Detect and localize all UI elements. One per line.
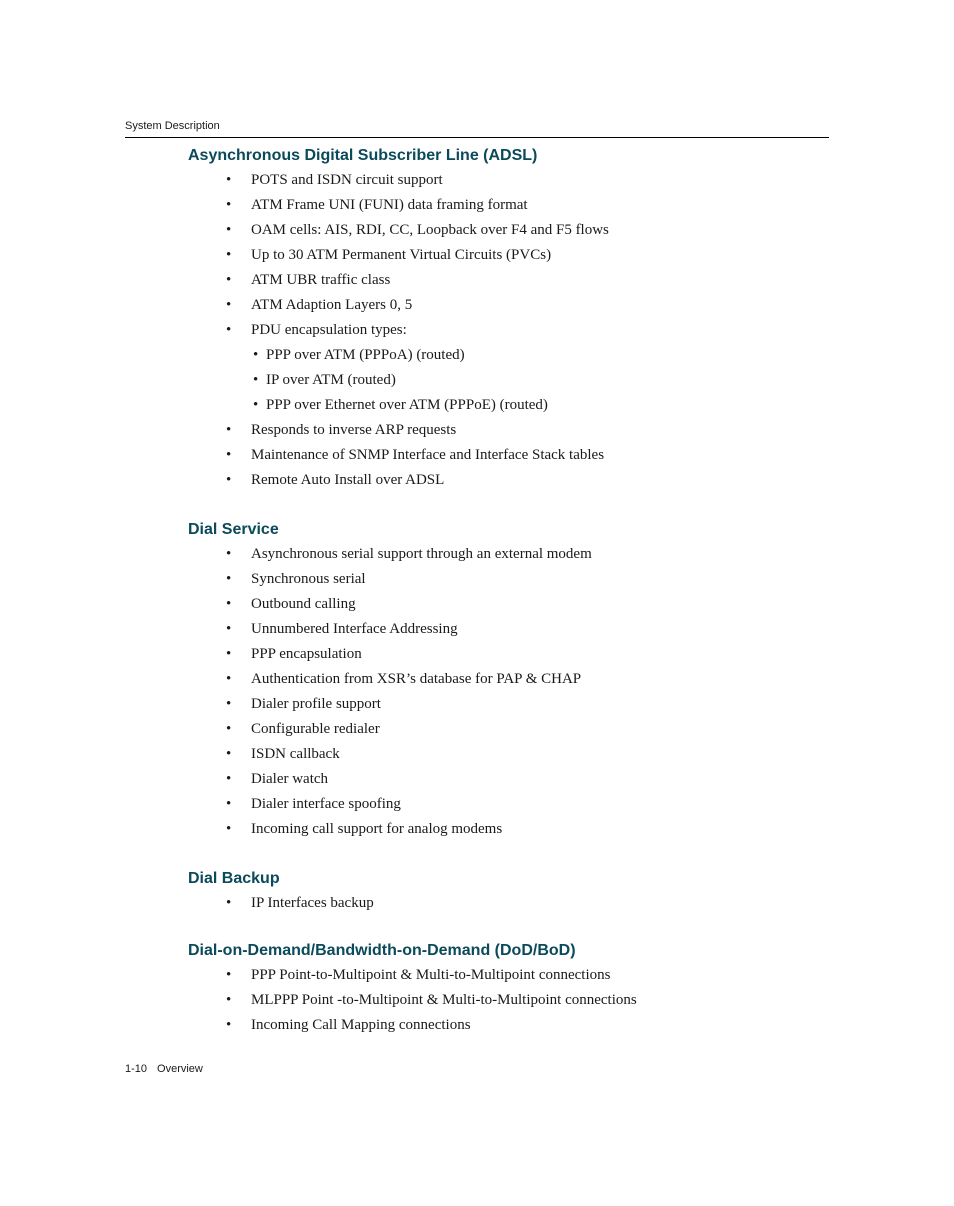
sub-list-item: • IP over ATM (routed) — [253, 372, 396, 388]
list-item: • Incoming call support for analog modems — [226, 821, 503, 837]
bullet-icon: • — [226, 796, 232, 812]
bullet-icon: • — [253, 372, 259, 388]
sub-list-item: • PPP over ATM (PPPoA) (routed) — [253, 347, 465, 363]
section-heading: Dial Service — [188, 521, 279, 538]
list-item: • IP Interfaces backup — [226, 895, 374, 911]
bullet-icon: • — [226, 646, 232, 662]
bullet-icon: • — [226, 472, 232, 488]
list-item: • Synchronous serial — [226, 571, 366, 587]
bullet-list — [188, 967, 808, 1034]
list-item: • PPP Point-to-Multipoint & Multi-to-Multipoint connections — [226, 967, 611, 983]
bullet-icon: • — [226, 596, 232, 612]
bullet-icon: • — [226, 1017, 232, 1033]
section-dod-bod — [188, 941, 808, 1042]
list-item: • Remote Auto Install over ADSL — [226, 472, 445, 488]
bullet-list — [188, 172, 808, 489]
bullet-icon: • — [226, 821, 232, 837]
bullet-list — [188, 546, 808, 838]
page-number: 1-10 — [125, 1063, 148, 1075]
list-item: • MLPPP Point -to-Multipoint & Multi-to-Multipoint connections — [226, 992, 637, 1008]
bullet-icon: • — [226, 721, 232, 737]
list-item: • Unnumbered Interface Addressing — [226, 621, 458, 637]
bullet-icon: • — [226, 771, 232, 787]
list-item: • PDU encapsulation types: — [226, 322, 407, 338]
bullet-icon: • — [226, 895, 232, 911]
section-adsl — [188, 146, 808, 497]
header-rule — [125, 137, 829, 138]
bullet-icon: • — [226, 247, 232, 263]
bullet-icon: • — [226, 172, 232, 188]
list-item: • Authentication from XSR’s database for PAP & CHAP — [226, 671, 582, 687]
list-item: • ATM UBR traffic class — [226, 272, 391, 288]
list-item: • PPP encapsulation — [226, 646, 362, 662]
list-item: • Responds to inverse ARP requests — [226, 422, 457, 438]
bullet-icon: • — [253, 347, 259, 363]
sub-list-item: • PPP over Ethernet over ATM (PPPoE) (routed) — [253, 397, 548, 413]
section-heading: Dial-on-Demand/Bandwidth-on-Demand (DoD/BoD) — [188, 942, 576, 959]
bullet-icon: • — [226, 992, 232, 1008]
section-dial-backup — [188, 869, 808, 920]
list-item: • Dialer watch — [226, 771, 329, 787]
bullet-icon: • — [226, 222, 232, 238]
bullet-icon: • — [226, 696, 232, 712]
bullet-icon: • — [226, 546, 232, 562]
list-item: • Outbound calling — [226, 596, 356, 612]
bullet-icon: • — [226, 272, 232, 288]
bullet-icon: • — [226, 322, 232, 338]
list-item: • Dialer profile support — [226, 696, 381, 712]
list-item: • ISDN callback — [226, 746, 340, 762]
page-footer — [125, 1063, 203, 1075]
chapter-name: Overview — [157, 1063, 203, 1075]
list-item: • Maintenance of SNMP Interface and Interface Stack tables — [226, 447, 605, 463]
bullet-icon: • — [226, 571, 232, 587]
bullet-icon: • — [226, 671, 232, 687]
list-item: • Asynchronous serial support through an external modem — [226, 546, 592, 562]
list-item: • ATM Adaption Layers 0, 5 — [226, 297, 413, 313]
list-item: • Configurable redialer — [226, 721, 380, 737]
bullet-icon: • — [226, 297, 232, 313]
list-item: • OAM cells: AIS, RDI, CC, Loopback over F4 and F5 flows — [226, 222, 609, 238]
list-item: • Up to 30 ATM Permanent Virtual Circuits (PVCs) — [226, 247, 552, 263]
bullet-icon: • — [226, 746, 232, 762]
bullet-icon: • — [226, 621, 232, 637]
section-dial-service — [188, 520, 808, 846]
bullet-icon: • — [226, 447, 232, 463]
bullet-icon: • — [226, 197, 232, 213]
list-item: • ATM Frame UNI (FUNI) data framing format — [226, 197, 528, 213]
bullet-icon: • — [226, 967, 232, 983]
list-item: • Incoming Call Mapping connections — [226, 1017, 471, 1033]
list-item: • Dialer interface spoofing — [226, 796, 401, 812]
bullet-list — [188, 895, 808, 912]
bullet-icon: • — [226, 422, 232, 438]
section-heading: Dial Backup — [188, 870, 280, 887]
bullet-icon: • — [253, 397, 259, 413]
list-item: • POTS and ISDN circuit support — [226, 172, 443, 188]
section-heading: Asynchronous Digital Subscriber Line (ADSL) — [188, 147, 538, 164]
running-header: System Description — [125, 120, 220, 132]
